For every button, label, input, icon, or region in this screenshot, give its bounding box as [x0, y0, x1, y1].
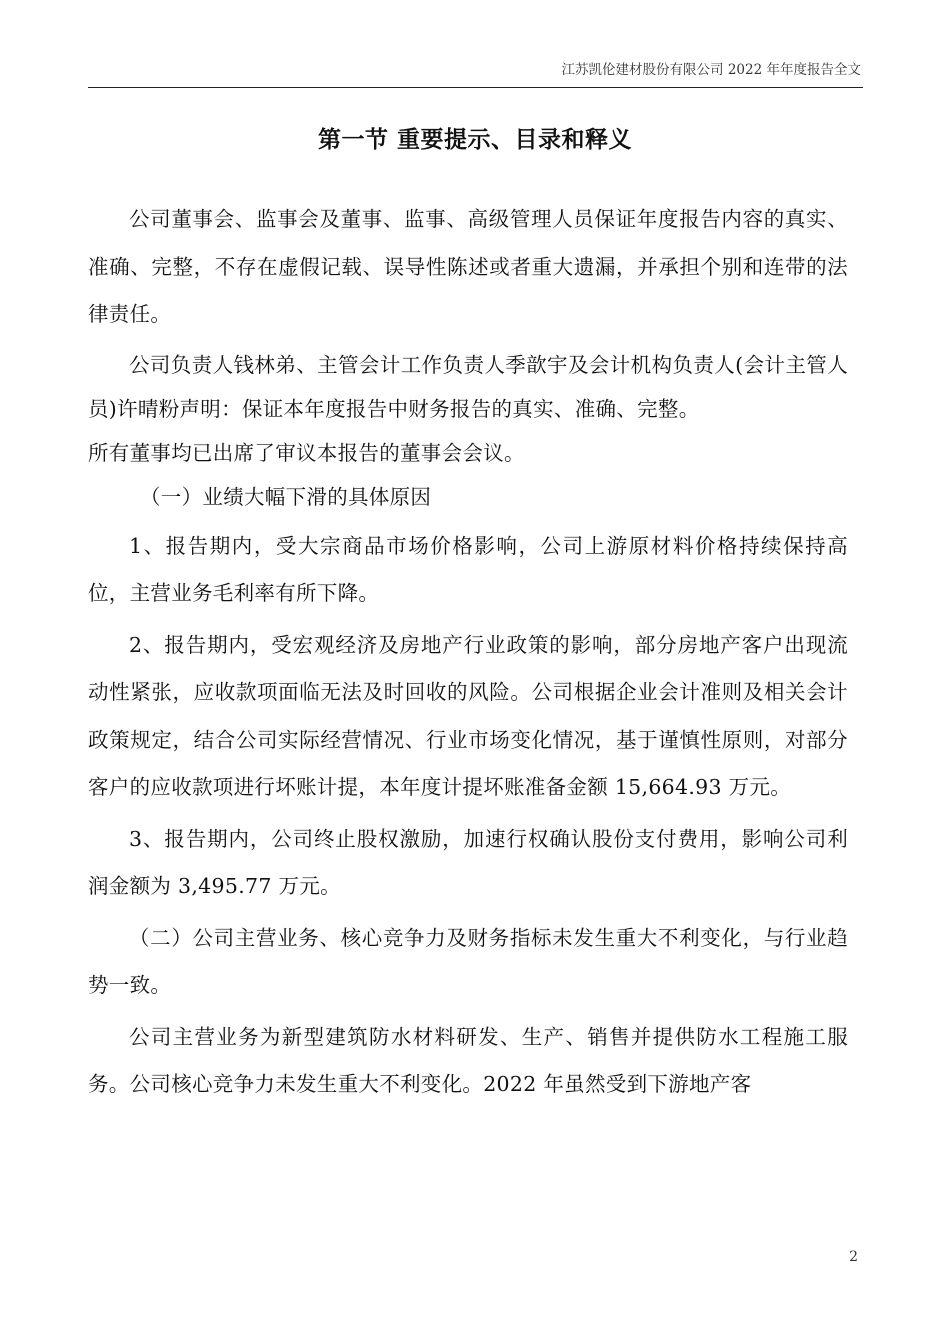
section-title: 第一节 重要提示、目录和释义 [317, 126, 632, 153]
paragraph-reason-3: 3、报告期内，公司终止股权激励，加速行权确认股份支付费用，影响公司利润金额为 3,495.77 万元。 [88, 826, 848, 898]
subheading-performance-decline: （一）业绩大幅下滑的具体原因 [140, 484, 432, 509]
paragraph-reason-2: 2、报告期内，受宏观经济及房地产行业政策的影响，部分房地产客户出现流动性紧张，应收款项面临无法及时回收的风险。公司根据企业会计准则及相关会计政策规定，结合公司实际经营情况、行业市场变化情况，基于谨慎性原则，对部分客户的应收款项进行坏账计提，本年度计提坏账准备金额 15,664.93 万元。 [88, 632, 848, 799]
running-title: 江苏凯伦建材股份有限公司 2022 年年度报告全文 [561, 62, 861, 78]
paragraph-reason-1: 1、报告期内，受大宗商品市场价格影响，公司上游原材料价格持续保持高位，主营业务毛利率有所下降。 [88, 533, 848, 605]
paragraph-responsibility: 公司董事会、监事会及董事、监事、高级管理人员保证年度报告内容的真实、准确、完整，不存在虚假记载、误导性陈述或者重大遗漏，并承担个别和连带的法律责任。 [88, 207, 848, 326]
page-number: 2 [849, 1249, 858, 1265]
subheading-no-major-change: （二）公司主营业务、核心竞争力及财务指标未发生重大不利变化，与行业趋势一致。 [88, 925, 848, 997]
paragraph-declaration: 公司负责人钱林弟、主管会计工作负责人季歆宇及会计机构负责人(会计主管人员)许晴粉声明：保证本年度报告中财务报告的真实、准确、完整。 [88, 352, 848, 421]
paragraph-attendance: 所有董事均已出席了审议本报告的董事会会议。 [88, 440, 525, 465]
document-body [88, 196, 848, 1109]
paragraph-main-business: 公司主营业务为新型建筑防水材料研发、生产、销售并提供防水工程施工服务。公司核心竞争力未发生重大不利变化。2022 年虽然受到下游地产客 [88, 1024, 848, 1096]
running-header [88, 60, 863, 88]
